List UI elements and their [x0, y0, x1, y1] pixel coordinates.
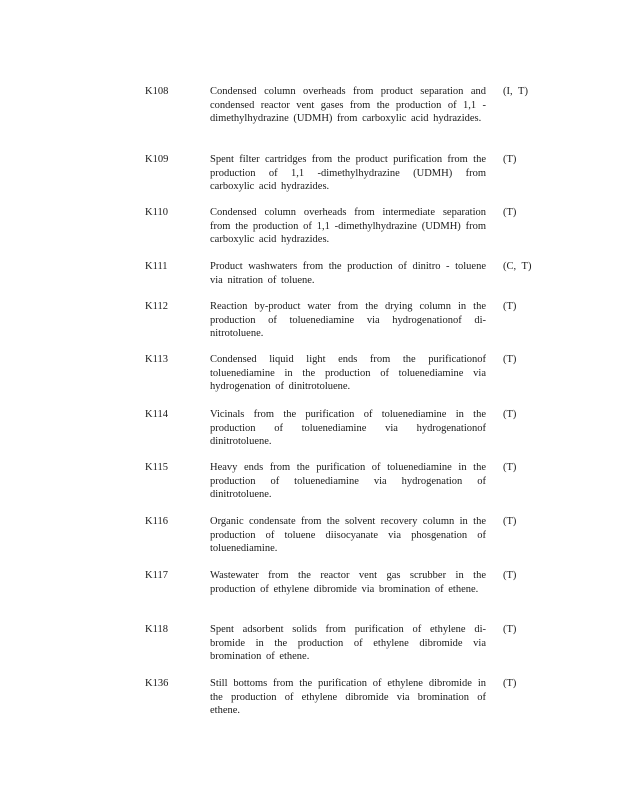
waste-code: K111: [145, 261, 168, 272]
waste-code: K114: [145, 409, 168, 420]
hazard-code: (T): [503, 354, 517, 365]
waste-code: K116: [145, 516, 168, 527]
waste-description: Organic condensate from the solvent recovery column in the production of toluene diisocyanate via phosgenation of toluenediamine.: [210, 516, 486, 554]
hazard-code: (T): [503, 462, 517, 473]
waste-code: K109: [145, 154, 169, 165]
hazard-code: (C, T): [503, 261, 532, 272]
waste-description: Condensed liquid light ends from the purificationof toluenediamine in the production of toluenediamine via hydrogenation of dinitrotoluene.: [210, 354, 486, 392]
hazard-code: (T): [503, 207, 517, 218]
waste-code: K112: [145, 301, 168, 312]
waste-code: K136: [145, 678, 169, 689]
hazard-code: (T): [503, 624, 517, 635]
waste-description: Reaction by-product water from the drying column in the production of toluenediamine via hydrogenationof di- nitrotoluene.: [210, 301, 486, 339]
waste-description: Vicinals from the purification of toluenediamine in the production of toluenediamine via hydrogenationof dinitrotoluene.: [210, 409, 486, 447]
waste-code: K117: [145, 570, 168, 581]
hazard-code: (T): [503, 301, 517, 312]
waste-description: Condensed column overheads from product separation and condensed reactor vent gases from the production of 1,1 -dimethylhydrazine (UDMH) from carboxylic acid hydrazides.: [210, 86, 486, 124]
waste-code: K108: [145, 86, 169, 97]
hazard-code: (T): [503, 678, 517, 689]
waste-code: K115: [145, 462, 168, 473]
waste-description: Product washwaters from the production of dinitro - toluene via nitration of toluene.: [210, 261, 486, 286]
waste-code: K118: [145, 624, 168, 635]
waste-description: Wastewater from the reactor vent gas scrubber in the production of ethylene dibromide via bromination of ethene.: [210, 570, 486, 595]
hazard-code: (T): [503, 570, 517, 581]
hazard-code: (T): [503, 409, 517, 420]
waste-description: Heavy ends from the purification of toluenediamine in the production of toluenediamine via hydrogenation of dinitrotoluene.: [210, 462, 486, 500]
waste-description: Still bottoms from the purification of ethylene dibromide in the production of ethylene dibromide via bromination of ethene.: [210, 678, 486, 716]
waste-description: Spent filter cartridges from the product purification from the production of 1,1 -dimethylhydrazine (UDMH) from carboxylic acid hydrazides.: [210, 154, 486, 192]
hazard-code: (T): [503, 154, 517, 165]
waste-description: Spent adsorbent solids from purification of ethylene di- bromide in the production of ethylene dibromide via bromination of ethene.: [210, 624, 486, 662]
waste-description: Condensed column overheads from intermediate separation from the production of 1,1 -dimethylhydrazine (UDMH) from carboxylic acid hydrazides.: [210, 207, 486, 245]
waste-code: K110: [145, 207, 168, 218]
hazard-code: (I, T): [503, 86, 528, 97]
hazard-code: (T): [503, 516, 517, 527]
waste-code: K113: [145, 354, 168, 365]
